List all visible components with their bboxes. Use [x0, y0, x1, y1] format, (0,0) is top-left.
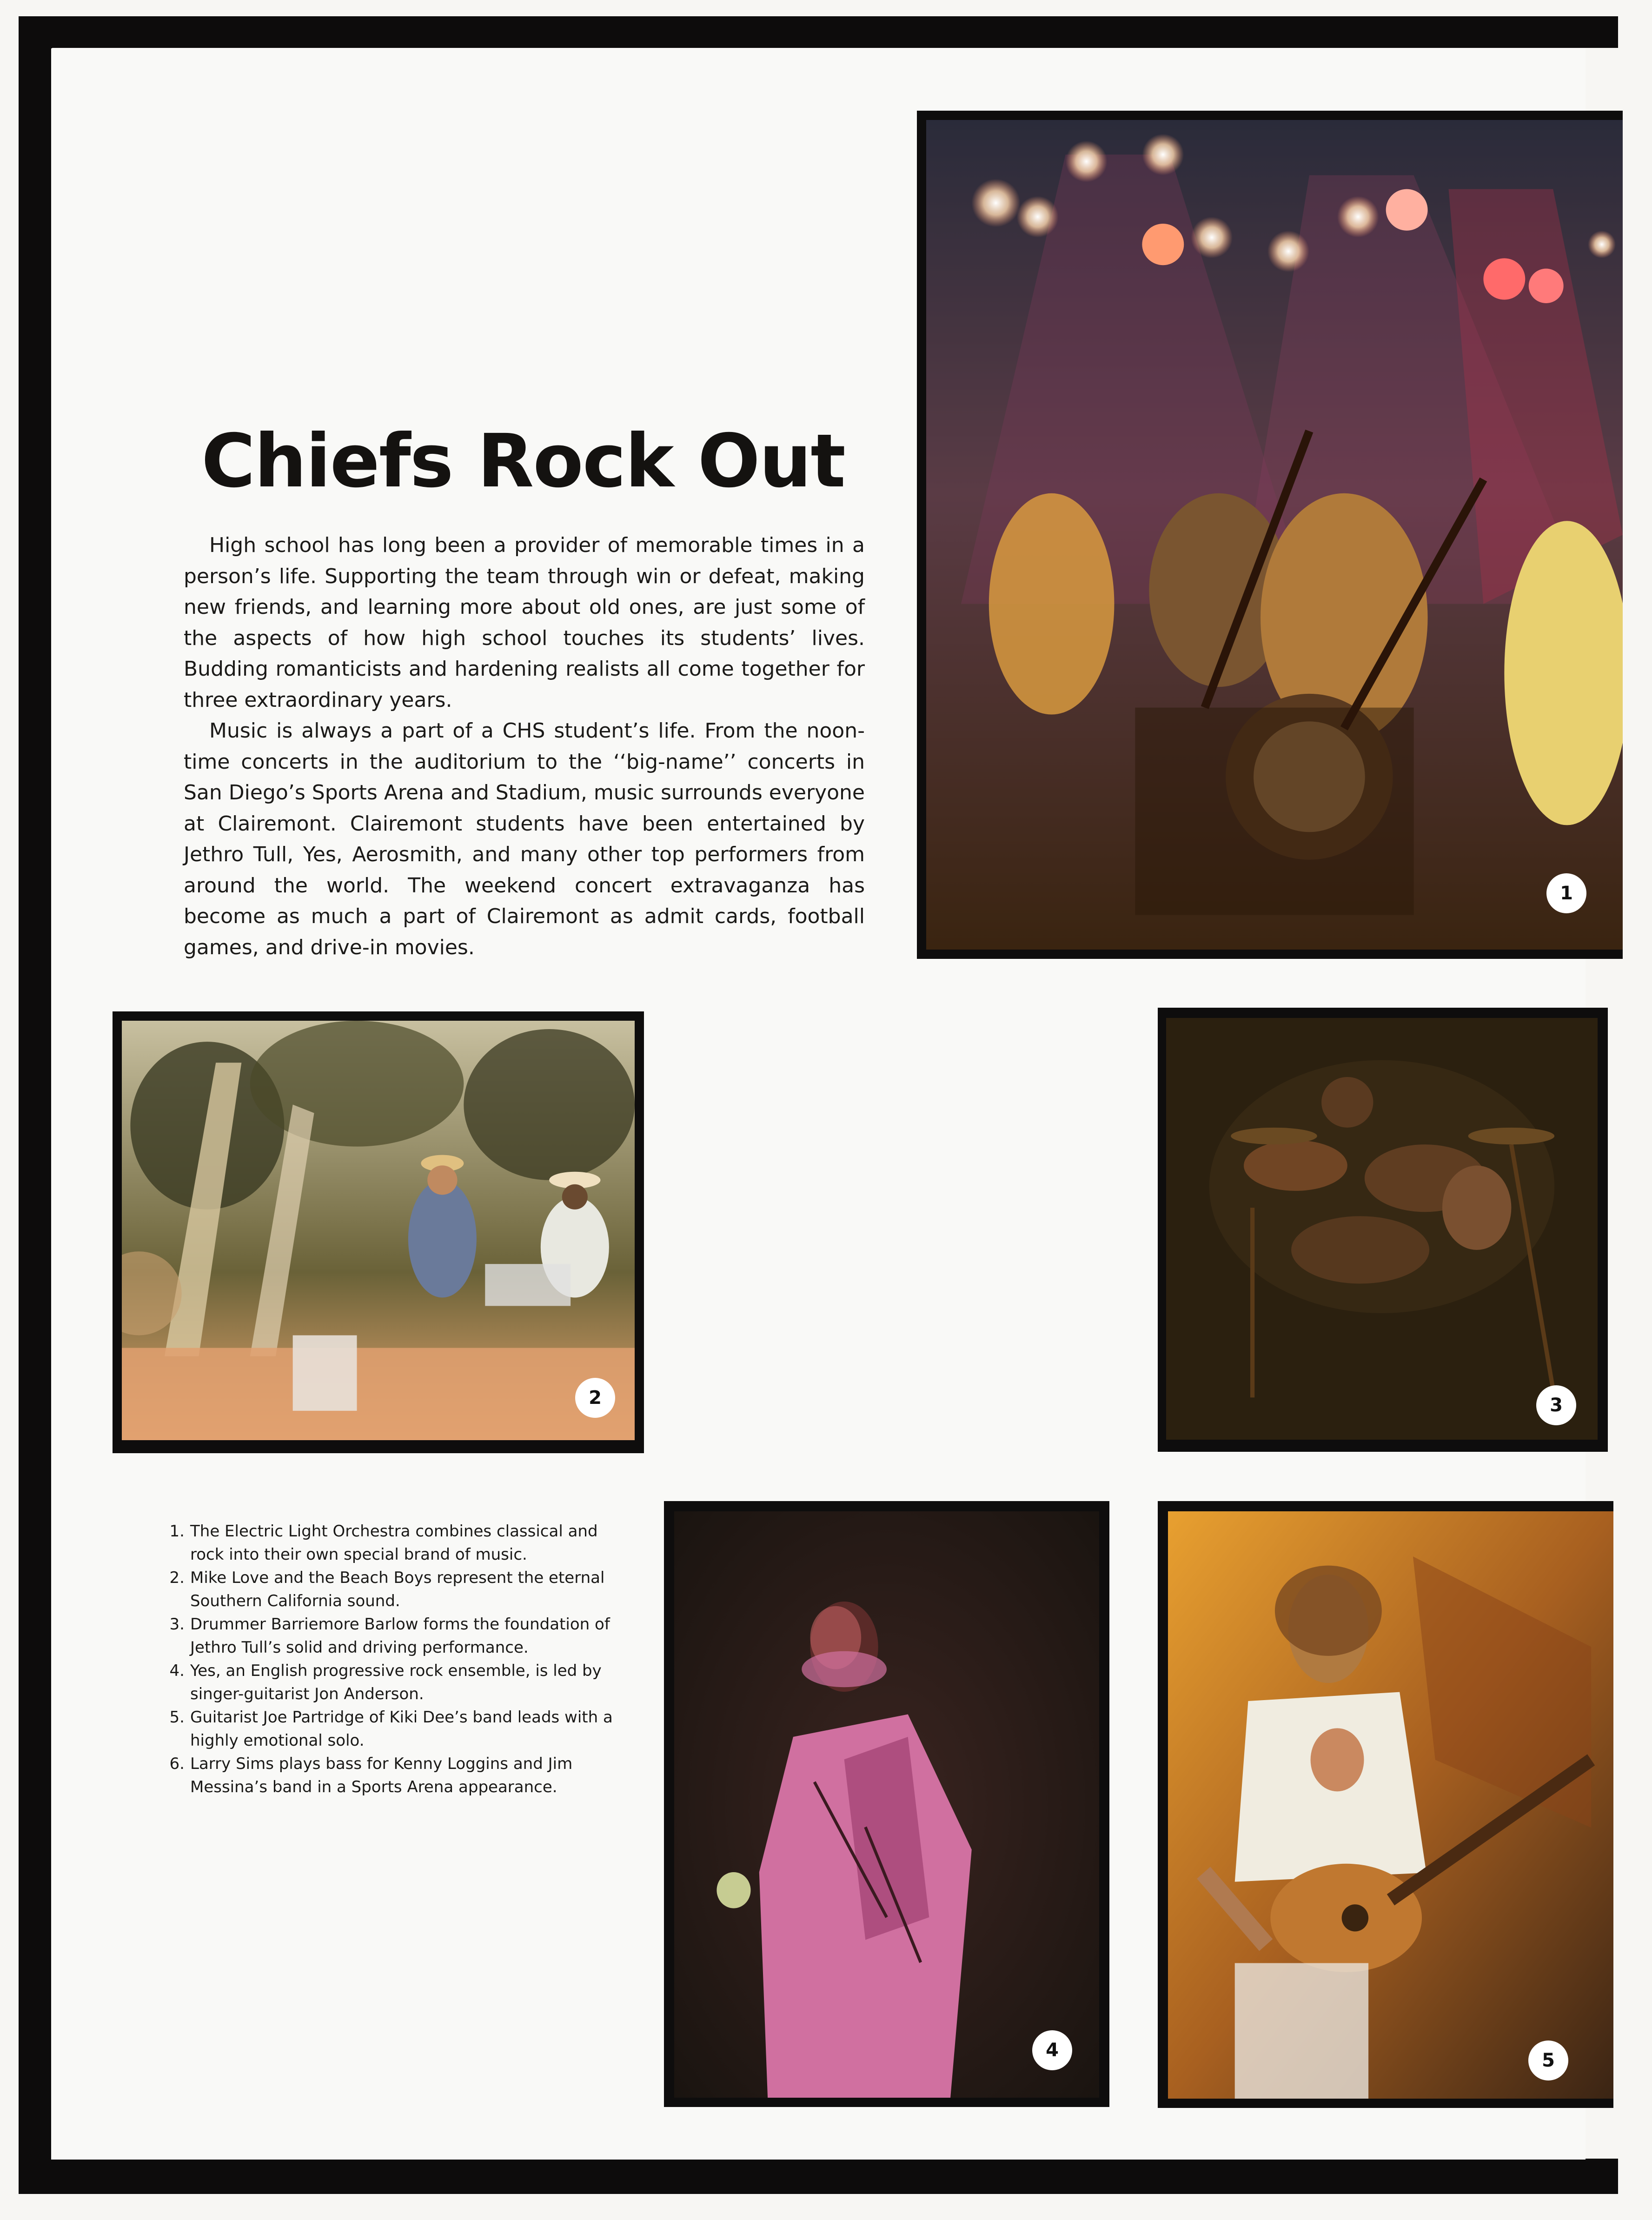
caption-item: [160, 1659, 630, 1706]
caption-item: [160, 1706, 630, 1752]
photo-number-badge: 1: [1546, 873, 1586, 913]
top-border-bar: [19, 16, 1618, 48]
caption-number: 3.: [169, 1615, 185, 1634]
photo-electric-light-orchestra: [917, 111, 1623, 959]
caption-text: Mike Love and the Beach Boys represent the eternal Southern California sound.: [190, 1569, 605, 1610]
photo-beach-boys: [113, 1011, 644, 1453]
photo-number-badge: 3: [1536, 1385, 1576, 1425]
caption-number: 5.: [169, 1708, 185, 1727]
caption-text: Yes, an English progressive rock ensemble, is led by singer-guitarist Jon Anderson.: [190, 1662, 602, 1703]
guitarist-image: [1168, 1511, 1613, 2099]
caption-item: [160, 1752, 630, 1799]
concert-stage-image: [926, 120, 1623, 950]
caption-text: Drummer Barriemore Barlow forms the foundation of Jethro Tull’s solid and driving performance.: [190, 1615, 610, 1657]
bottom-border-bar: [19, 2159, 1618, 2194]
photo-number-badge: 4: [1032, 2030, 1072, 2070]
photo-number-badge: 2: [575, 1378, 615, 1418]
left-border-bar: [19, 16, 52, 2179]
photo-kiki-dee-guitarist: [1158, 1501, 1613, 2108]
caption-item: [160, 1613, 630, 1659]
article-body: [184, 530, 865, 963]
photo-number-badge: 5: [1528, 2041, 1568, 2080]
caption-number: 2.: [169, 1569, 185, 1587]
page-title: Chiefs Rock Out: [201, 419, 845, 504]
caption-text: Larry Sims plays bass for Kenny Loggins and Jim Messina’s band in a Sports Arena appearance.: [190, 1755, 573, 1796]
photo-jethro-tull-drummer: [1158, 1008, 1608, 1452]
drummer-image: [1166, 1018, 1598, 1440]
caption-text: The Electric Light Orchestra combines classical and rock into their own special brand of music.: [190, 1522, 598, 1564]
caption-item: [160, 1520, 630, 1566]
article-paragraph: Music is always a part of a CHS student’s life. From the noon-time concerts in the auditorium to the ‘‘big-name’’ concerts in San Diego’s Sports Arena and Stadium, music surrounds everyone at Clairemont. Clairemont students have been entertained by Jethro Tull, Yes, Aerosmith, and many other top performers from around the world. The weekend concert extravaganza has become as much a part of Clairemont as admit cards, football games, and drive-in movies.: [184, 719, 865, 959]
outdoor-concert-image: [122, 1021, 635, 1440]
caption-number: 6.: [169, 1755, 185, 1773]
photo-yes-jon-anderson: [664, 1501, 1109, 2107]
caption-item: [160, 1566, 630, 1613]
caption-number: 1.: [169, 1522, 185, 1541]
photo-captions-list: [160, 1520, 630, 1799]
singer-image: [674, 1511, 1099, 2098]
article-paragraph: High school has long been a provider of memorable times in a person’s life. Supporting the team through win or defeat, making new friends, and learning more about old ones, are just some of the aspects of how high school touches its students’ lives. Budding romanticists and hardening realists all come together for three extraordinary years.: [184, 533, 865, 712]
caption-number: 4.: [169, 1662, 185, 1680]
caption-text: Guitarist Joe Partridge of Kiki Dee’s band leads with a highly emotional solo.: [190, 1708, 613, 1750]
